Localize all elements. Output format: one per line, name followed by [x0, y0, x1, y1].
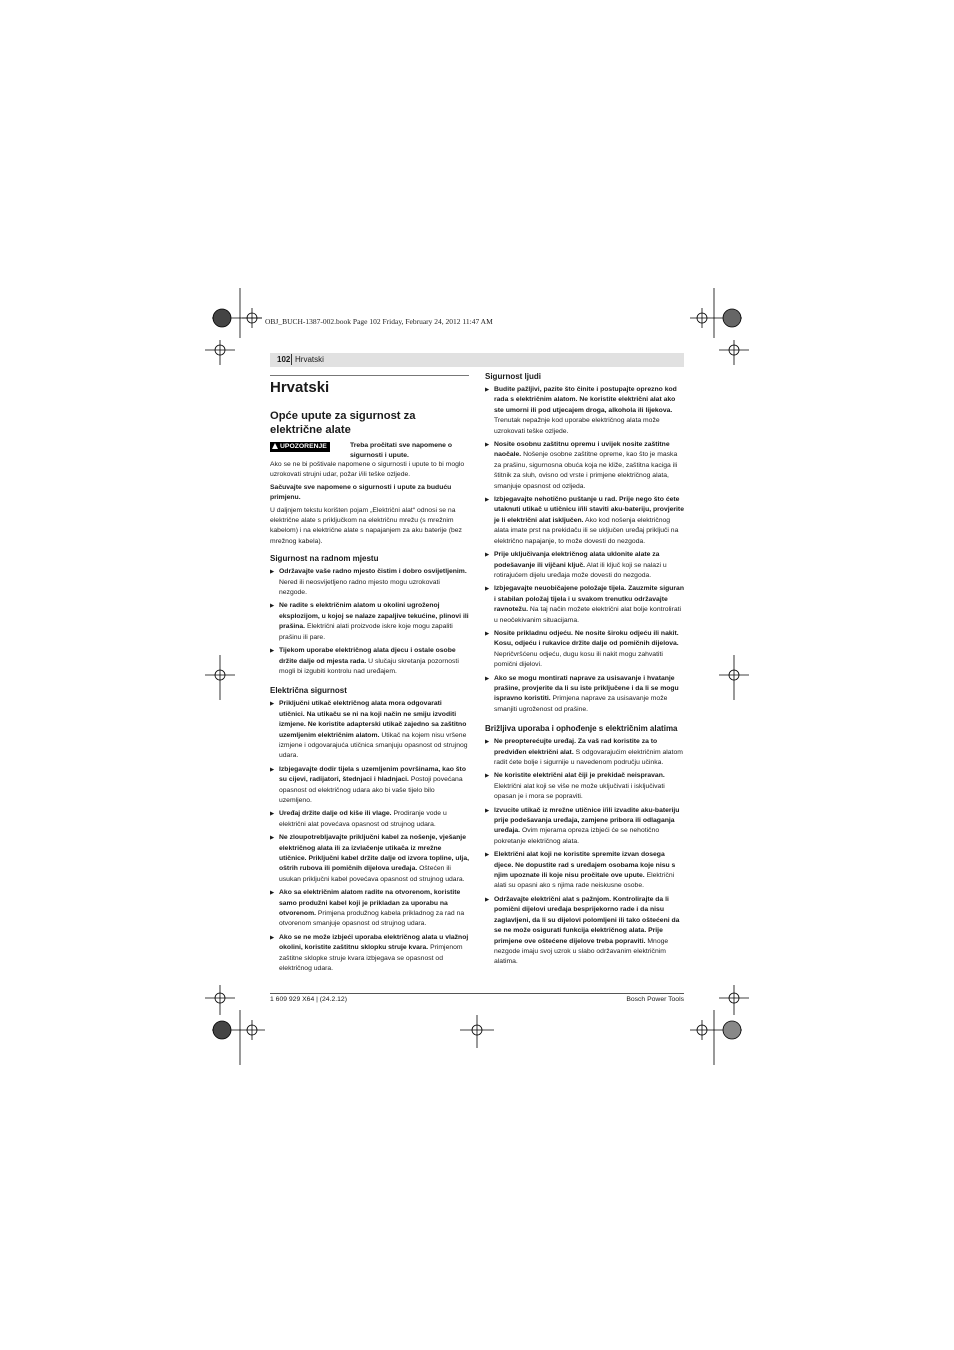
- bullet-text: Utikač na kojem nisu vršene izmjene i odgovarajuća utičnica smanjuju opasnost od strujnog udara.: [279, 731, 468, 760]
- bullet-item: [270, 567, 469, 598]
- bullet-bold-text: Tijekom uporabe električnog alata djecu i ostale osobe držite dalje od mjesta rada.: [279, 647, 456, 665]
- page-number: 102: [277, 355, 291, 364]
- bullet-text: Ovim mjerama opreza izbjeći će se nehotično pokretanje električnog alata.: [494, 827, 660, 845]
- bullet-bold-text: Ne radite s električnim alatom u okolini ugroženoj eksplozijom, u kojoj se nalaze zapaljive tekućine, plinovi ili prašina.: [279, 602, 469, 631]
- section-heading: Sigurnost na radnom mjestu: [270, 554, 379, 564]
- bullet-item: [485, 771, 684, 802]
- section-title: Opće upute za sigurnost za električne alate: [270, 410, 416, 436]
- bullet-bold-text: Nosite osobnu zaštitnu opremu i uvijek nosite zaštitne naočale.: [494, 441, 670, 459]
- bullet-bold-text: Izvucite utikač iz mrežne utičnice i/ili izvadite aku-bateriju prije podešavanja uređaja, zamjene pribora ili odlaganja uređaja.: [494, 806, 680, 835]
- bullet-item: [270, 809, 469, 830]
- bullet-bold-text: Izbjegavajte neuobičajene položaje tijela. Zauzmite siguran i stabilan položaj tijela i u svakom trenutku održavajte ravnotežu.: [494, 585, 684, 614]
- keep-notice: Sačuvajte sve napomene o sigurnosti i upute za buduću primjenu.: [270, 483, 452, 502]
- warning-text: Ako se ne bi poštivale napomene o sigurnosti i upute to bi moglo uzrokovati strujni udar, požar i/ili teške ozljede.: [270, 461, 465, 479]
- bullet-item: [270, 933, 469, 975]
- bullet-text: S odgovarajućim električnim alatom radit ćete bolje i sigurnije u navedenom području učinka.: [494, 748, 683, 766]
- bullet-item: [485, 385, 684, 437]
- bullet-bold-text: Ako sa električnim alatom radite na otvorenom, koristite samo produžni kabel koji je prikladan za uporabu na otvorenom.: [279, 889, 461, 918]
- bullet-item: [270, 646, 469, 677]
- bullet-bold-text: Uređaj držite dalje od kiše ili vlage.: [279, 810, 392, 818]
- warning-block: [270, 441, 469, 463]
- bullet-bold-text: Priključni utikač električnog alata mora odgovarati utičnici. Na utikaču se ni na koji način ne smiju izvoditi izmjene. Ne koristite adapterski utikač zajedno sa zaštitno uzemljenim električnim alatom.: [279, 700, 467, 739]
- header-language: Hrvatski: [295, 355, 324, 364]
- bullet-text: Nered ili neosvijetljeno radno mjesto mogu uzrokovati nezgode.: [279, 578, 440, 597]
- bullet-text: Primjenom zaštitne sklopke struje kvara izbjegava se opasnost od električnog udara.: [279, 944, 463, 973]
- bullet-item: [485, 895, 684, 968]
- warning-badge-label: UPOZORENJE: [280, 443, 327, 450]
- bullet-text: Električni alati su opasni ako s njima rade neiskusne osobe.: [494, 872, 675, 890]
- bullet-bold-text: Nosite prikladnu odjeću. Ne nosite široku odjeću ili nakit. Kosu, odjeću i rukavice držite dalje od pomičnih dijelova.: [494, 629, 679, 648]
- bullet-text: Nepričvršćenu odjeću, dugu kosu ili nakit mogu zahvatiti pomični dijelovi.: [494, 650, 663, 669]
- bullet-item: [270, 765, 469, 807]
- intro-text: U daljnjem tekstu korišten pojam „Električni alat“ odnosi se na električne alate s priključkom na električnu mrežu (s mrežnim kabelom) i na električne alate s napajanjem za aku baterije (bez mrežnog kabela).: [270, 506, 462, 545]
- bullet-list: [270, 699, 469, 974]
- bullet-bold-text: Ne zloupotrebljavajte priključni kabel za nošenje, vješanje električnog alata ili za izvlačenje utikača iz mrežne utičnice. Priključni kabel držite dalje od izvora topline, ulja, oštrih rubova ili pomičnih dijelova uređaja.: [279, 834, 469, 873]
- section-heading: Električna sigurnost: [270, 686, 347, 696]
- bullet-text: Alat ili ključ koji se nalazi u rotirajućem dijelu uređaja može dovesti do nezgoda.: [494, 561, 667, 579]
- bullet-text: Oštećen ili usukan priključni kabel povećava opasnost od strujnog udara.: [279, 865, 465, 883]
- bullet-item: [270, 833, 469, 885]
- title-rule: [270, 375, 469, 376]
- bullet-list: [485, 737, 684, 968]
- bullet-bold-text: Prije uključivanja električnog alata uklonite alate za podešavanje ili vijčani ključ.: [494, 551, 660, 569]
- bullet-item: [485, 850, 684, 892]
- running-header: [270, 353, 684, 367]
- header-divider: [291, 354, 292, 365]
- bullet-text: Električni alati proizvode iskre koje mogu zapaliti prašinu ili pare.: [279, 623, 453, 641]
- warning-badge: [270, 442, 330, 452]
- bullet-list: [485, 385, 684, 715]
- bullet-list: [270, 567, 469, 677]
- bullet-text: Mnoge nezgode imaju svoj uzrok u slabo održavanim električnim alatima.: [494, 937, 669, 966]
- right-sections: [485, 371, 684, 968]
- bullet-item: [485, 629, 684, 671]
- bullet-item: [485, 550, 684, 581]
- bullet-text: Na taj način možete električni alat bolje kontrolirati u neočekivanim situacijama.: [494, 606, 682, 624]
- warning-icon: [272, 443, 278, 449]
- left-sections: [270, 553, 469, 974]
- bullet-bold-text: Ako se mogu montirati naprave za usisavanje i hvatanje prašine, provjerite da li su iste priključene i da li se mogu ispravno koristiti.: [494, 674, 679, 703]
- bullet-item: [485, 584, 684, 626]
- bullet-item: [485, 806, 684, 848]
- print-slug: OBJ_BUCH-1387-002.book Page 102 Friday, February 24, 2012 11:47 AM: [265, 317, 493, 326]
- page-title: Hrvatski: [270, 379, 330, 396]
- bullet-bold-text: Održavajte električni alat s pažnjom. Kontrolirajte da li pomični dijelovi uređaja besprijekorno rade i da nisu zaglavljeni, da li su dijelovi polomljeni ili tako oštećeni da se ne može osigurati funkcija električnog alata. Prije primjene ove oštećene dijelove treba popraviti.: [494, 895, 680, 945]
- bullet-bold-text: Električni alat koji ne koristite spremite izvan dosega djece. Ne dopustite rad s uređajem osobama koje nisu s njim upoznate ili koje nisu pročitale ove upute.: [494, 851, 676, 880]
- bullet-item: [485, 737, 684, 768]
- page-footer: [270, 993, 684, 1003]
- bullet-item: [485, 674, 684, 716]
- bullet-bold-text: Budite pažljivi, pazite što činite i postupajte oprezno kod rada s električnim alatom. Ne koristite električni alat ako ste umorni ili pod utjecajem droga, alkohola ili lijekova.: [494, 386, 677, 414]
- bullet-bold-text: Održavajte vaše radno mjesto čistim i dobro osvijetljenim.: [279, 568, 467, 576]
- bullet-text: Primjena produžnog kabela prikladnog za rad na otvorenom smanjuje opasnost od strujnog udara.: [279, 910, 465, 928]
- bullet-bold-text: Ne preopterećujte uređaj. Za vaš rad koristite za to predviđen električni alat.: [494, 738, 658, 756]
- bullet-bold-text: Izbjegavajte nehotično puštanje u rad. Prije nego što ćete utaknuti utikač u utičnicu i/ili staviti aku-bateriju, provjerite je li električni alat isključen.: [494, 496, 684, 524]
- bullet-text: U slučaju skretanja pozornosti mogli bi izgubiti kontrolu nad uređajem.: [279, 657, 459, 675]
- bullet-item: [270, 601, 469, 643]
- left-column: [270, 375, 469, 980]
- bullet-bold-text: Ako se ne može izbjeći uporaba električnog alata u vlažnoj okolini, koristite zaštitnu sklopku struje kvara.: [279, 933, 469, 952]
- bullet-text: Električni alat koji se više ne može uključivati i isključivati opasan je i mora se popraviti.: [494, 782, 665, 801]
- bullet-bold-text: Ne koristite električni alat čiji je prekidač neispravan.: [494, 772, 665, 780]
- footer-brand: Bosch Power Tools: [626, 996, 684, 1003]
- bullet-text: Postoji povećana opasnost od električnog udara ako bi vaše tijelo bilo uzemljeno.: [279, 776, 463, 804]
- section-heading: Sigurnost ljudi: [485, 372, 541, 381]
- bullet-item: [485, 440, 684, 492]
- bullet-item: [270, 699, 469, 761]
- bullet-text: Nošenje osobne zaštitne opreme, kao što je maska za prašinu, sigurnosna obuća koja ne kliže, zaštitna kaciga ili štitnik za sluh, ovisno od vrste i primjene električnog alata, smanjuje opasnost od ozljeda.: [494, 451, 678, 490]
- footer-doc-number: 1 609 929 X64 | (24.2.12): [270, 996, 347, 1003]
- bullet-item: [485, 495, 684, 547]
- bullet-text: Primjena naprave za usisavanje može smanjiti ugroženost od prašine.: [494, 695, 668, 713]
- bullet-item: [270, 888, 469, 930]
- bullet-text: Trenutak nepažnje kod uporabe električnog alata može uzrokovati teške ozljede.: [494, 417, 660, 435]
- warning-bold: Treba pročitati sve napomene o sigurnosti i upute.: [350, 442, 452, 460]
- bullet-text: Prodiranje vode u električni alat povećava opasnost od strujnog udara.: [279, 810, 447, 828]
- section-heading: Brižljiva uporaba i ophođenje s električnim alatima: [485, 724, 678, 734]
- right-column: [485, 371, 684, 974]
- bullet-bold-text: Izbjegavajte dodir tijela s uzemljenim površinama, kao što su cijevi, radijatori, štednjaci i hladnjaci.: [279, 765, 466, 784]
- bullet-text: Ako kod nošenja električnog alata imate prst na prekidaču ili se uključen uređaj priključi na električno napajanje, to može dovesti do nezgoda.: [494, 516, 679, 545]
